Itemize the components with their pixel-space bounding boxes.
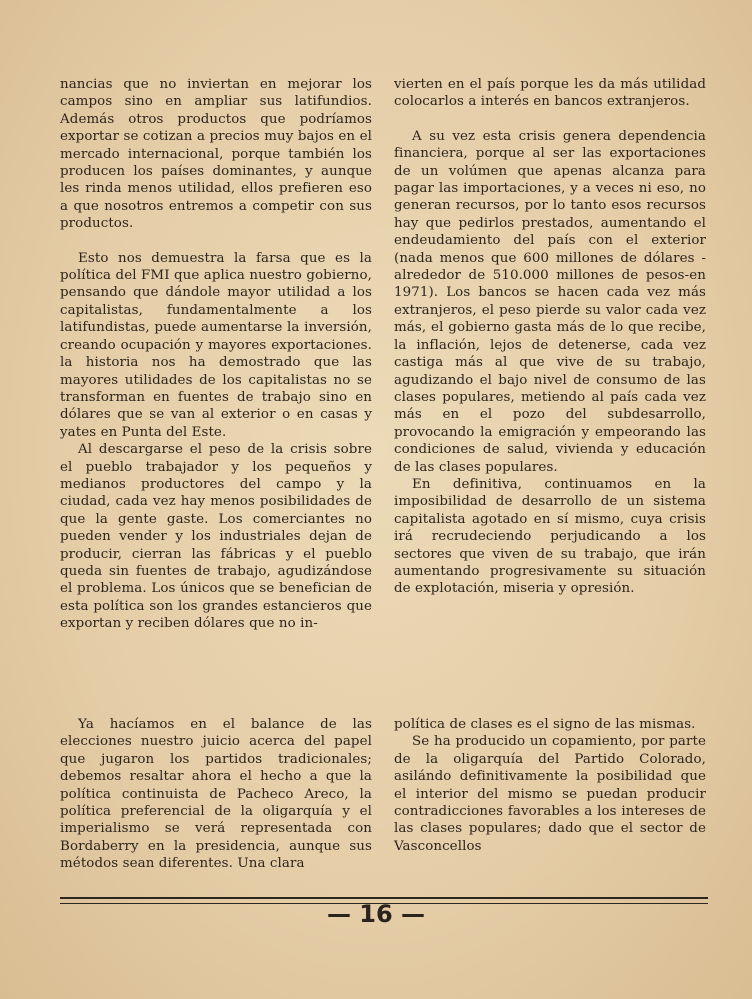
page-number: — 16 — xyxy=(326,900,426,928)
paragraph: A su vez esta crisis genera dependencia financiera, porque al ser las exportaciones de un volúmen que apenas alcanza para pagar las importaciones, y a veces ni eso, no generan recursos, por lo tanto esos recursos hay que pedirlos prestados, aumentando el endeudamiento del país con el exterior (nada menos que 600 millones de dólares -alrededor de 510.000 millones de pesos-en 1971). Los bancos se hacen cada vez más extranjeros, el peso pierde su valor cada vez más, el gobierno gasta más de lo que recibe, la inflación, lejos de detenerse, cada vez castiga más al que vive de su trabajo, agudizando el bajo nivel de consumo de las clases populares, metiendo al país cada vez más en el pozo del subdesarrollo, provocando la emigración y empeorando las condiciones de salud, vivienda y educación de las clases populares. xyxy=(394,128,706,475)
top-right-column xyxy=(394,76,706,598)
bottom-right-column xyxy=(394,716,706,855)
bottom-left-column xyxy=(60,716,372,873)
top-left-column xyxy=(60,76,372,633)
paragraph: Al descargarse el peso de la crisis sobre el pueblo trabajador y los pequeños y medianos productores del campo y la ciudad, cada vez hay menos posibilidades de que la gente gaste. Los comerciantes no pueden vender y los industriales dejan de producir, cierran las fábricas y el pueblo queda sin fuentes de trabajo, agudizándose el problema. Los únicos que se benefician de esta política son los grandes estancieros que exportan y reciben dólares que no in- xyxy=(60,442,372,632)
paragraph: nancias que no inviertan en mejorar los campos sino en ampliar sus latifundios. Además otros productos que podríamos exportar se cotizan a precios muy bajos en el mercado internacional, porque también los producen los países dominantes, y aunque les rinda menos utilidad, ellos prefieren eso a que nosotros entremos a competir con sus productos. xyxy=(60,77,372,232)
footer-rule xyxy=(60,897,708,899)
paragraph: En definitiva, continuamos en la imposibilidad de desarrollo de un sistema capitalista agotado en sí mismo, cuya crisis irá recrudeciendo perjudicando a los sectores que viven de su trabajo, que irán aumentando progresivamente su situación de explotación, miseria y opresión. xyxy=(394,476,706,597)
paragraph: vierten en el país porque les da más utilidad colocarlos a interés en bancos extranjeros. xyxy=(394,77,706,110)
paragraph: Esto nos demuestra la farsa que es la política del FMI que aplica nuestro gobierno, pensando que dándole mayor utilidad a los capitalistas, fundamentalmente a los latifundistas, puede aumentarse la inversión, creando ocupación y mayores exportaciones. la historia nos ha demostrado que las mayores utilidades de los capitalistas no se transforman en fuentes de trabajo sino en dólares que se van al exterior o en casas y yates en Punta del Este. xyxy=(60,250,372,440)
paragraph: política de clases es el signo de las mismas. xyxy=(394,717,696,732)
paragraph: Se ha producido un copamiento, por parte de la oligarquía del Partido Colorado, asilándo definitivamente la posibilidad que el interior del mismo se puedan producir contradicciones favorables a los intereses de las clases populares; dado que el sector de Vasconcellos xyxy=(394,734,706,854)
paragraph: Ya hacíamos en el balance de las elecciones nuestro juicio acerca del papel que jugaron los partidos tradicionales; debemos resaltar ahora el hecho a que la política continuista de Pacheco Areco, la política preferencial de la oligarquía y el imperialismo se verá representada con Bordaberry en la presidencia, aunque sus métodos sean diferentes. Una clara xyxy=(60,717,372,872)
